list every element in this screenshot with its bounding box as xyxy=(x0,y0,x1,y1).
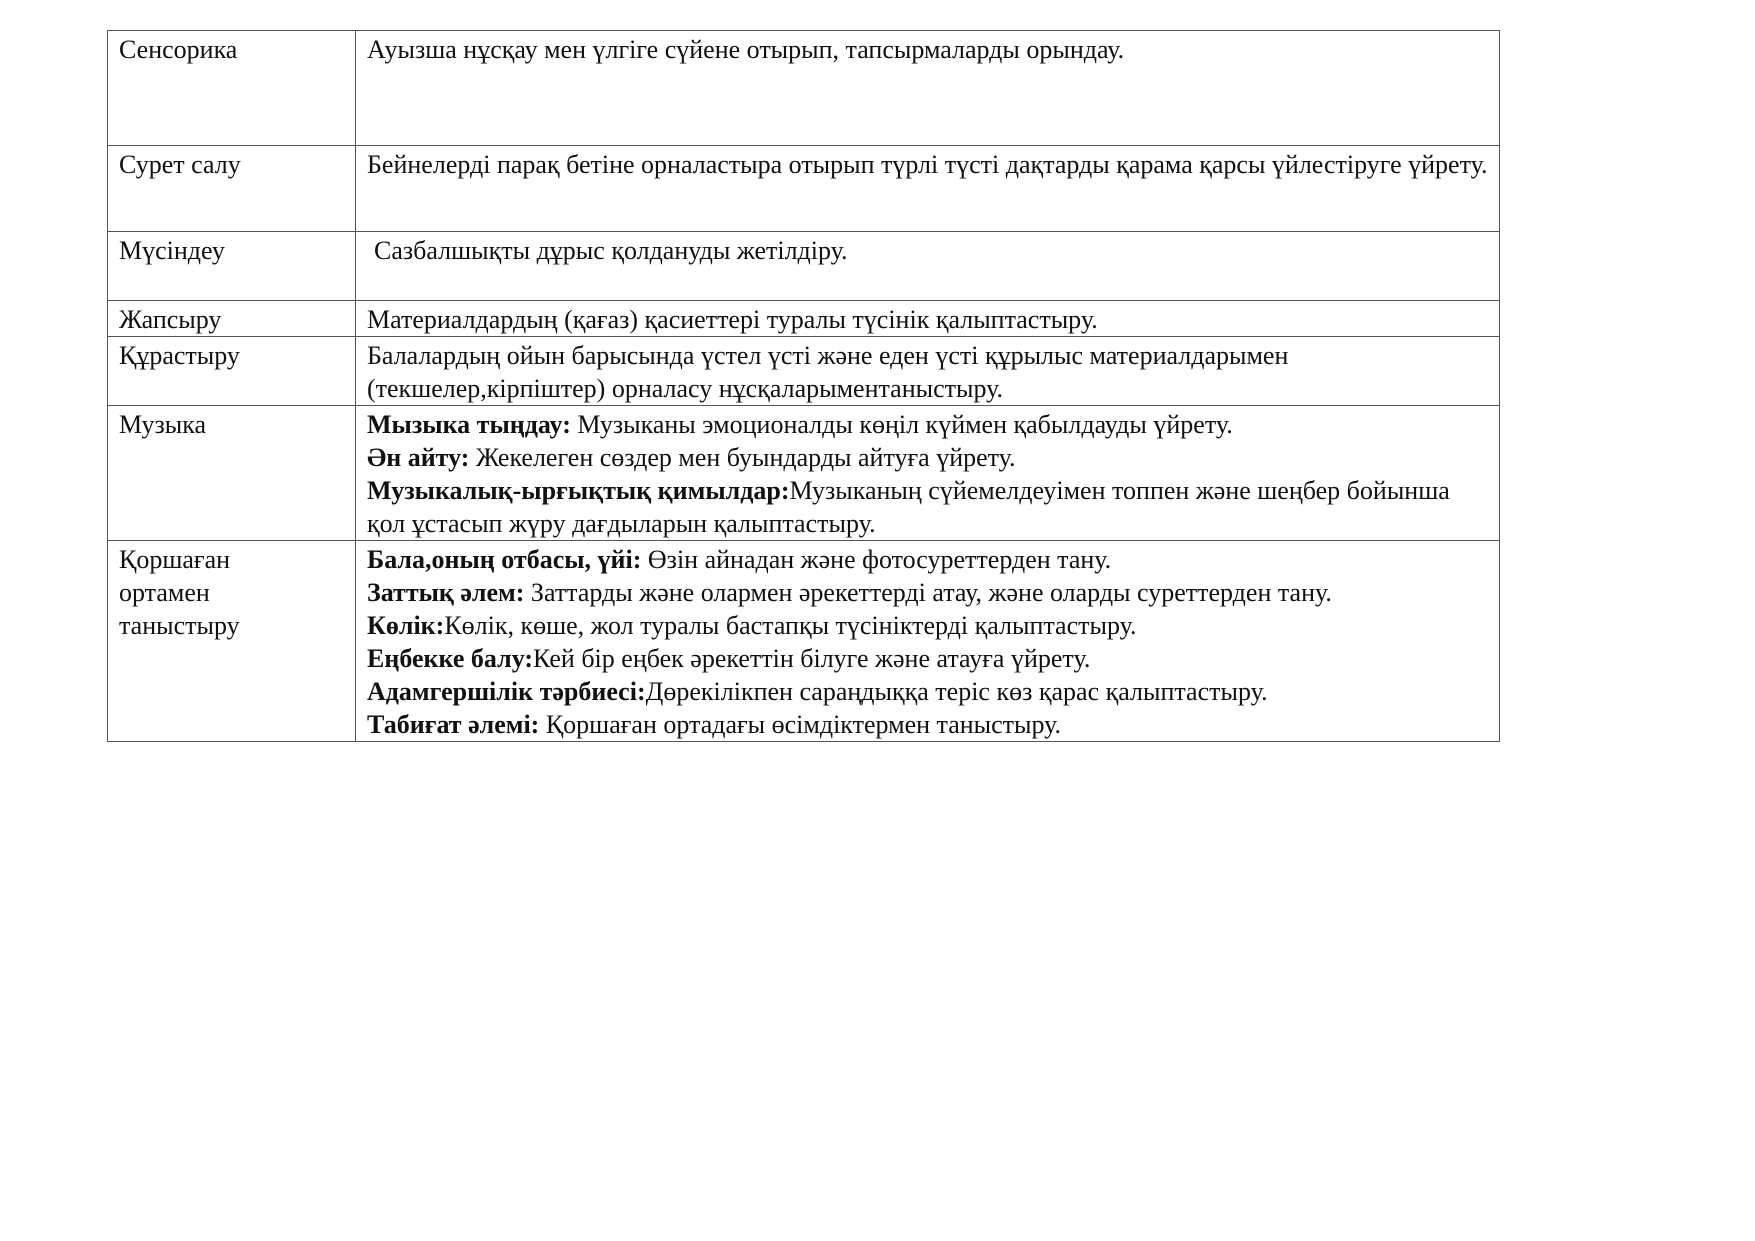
item-term: Мызыка тыңдау: xyxy=(367,410,571,439)
item-text: Музыканы эмоционалды көңіл күймен қабылдауды үйрету. xyxy=(570,410,1233,439)
subject-cell: Құрастыру xyxy=(108,337,356,406)
table-row-drawing xyxy=(108,146,1500,232)
description-cell: Бейнелерді парақ бетіне орналастыра отырып түрлі түсті дақтарды қарама қарсы үйлестіруге үйрету. xyxy=(356,146,1500,232)
subject-cell xyxy=(108,541,356,742)
music-item xyxy=(367,441,1489,474)
item-text: Өзін айнадан және фотосуреттерден тану. xyxy=(641,545,1112,574)
environment-item xyxy=(367,576,1489,609)
description-cell: Балалардың ойын барысында үстел үсті және еден үсті құрылыс материалдарымен (текшелер,кірпіштер) орналасу нұсқаларыментаныстыру. xyxy=(356,337,1500,406)
description-cell xyxy=(356,541,1500,742)
environment-item xyxy=(367,609,1489,642)
subject-cell: Жапсыру xyxy=(108,301,356,337)
item-term: Еңбекке балу: xyxy=(367,644,534,673)
subject-cell: Мүсіндеу xyxy=(108,232,356,301)
music-item xyxy=(367,408,1489,441)
description-cell xyxy=(356,406,1500,541)
curriculum-table xyxy=(107,30,1500,742)
item-term: Көлік: xyxy=(367,611,445,640)
item-text: Көлік, көше, жол туралы бастапқы түсініктерді қалыптастыру. xyxy=(444,611,1137,640)
music-item xyxy=(367,474,1489,540)
description-cell: Ауызша нұсқау мен үлгіге сүйене отырып, тапсырмаларды орындау. xyxy=(356,31,1500,146)
table-row-construction xyxy=(108,337,1500,406)
item-term: Музыкалық-ырғықтық қимылдар: xyxy=(367,476,790,505)
item-term: Ән айту: xyxy=(367,443,470,472)
item-term: Табиғат әлемі: xyxy=(367,710,540,739)
environment-item xyxy=(367,642,1489,675)
description-cell xyxy=(356,232,1500,301)
item-text: Заттарды және олармен әрекеттерді атау, және оларды суреттерден тану. xyxy=(524,578,1332,607)
table-row-applique xyxy=(108,301,1500,337)
environment-item xyxy=(367,543,1489,576)
item-text: Жекелеген сөздер мен буындарды айтуға үйрету. xyxy=(469,443,1016,472)
item-text: Кей бір еңбек әрекеттін білуге және атауға үйрету. xyxy=(533,644,1091,673)
description-cell: Материалдардың (қағаз) қасиеттері туралы түсінік қалыптастыру. xyxy=(356,301,1500,337)
item-text: Қоршаған ортадағы өсімдіктермен таныстыру. xyxy=(539,710,1062,739)
item-term: Адамгершілік тәрбиесі: xyxy=(367,677,646,706)
description-text: Сазбалшықты дұрыс қолдануды жетілдіру. xyxy=(374,236,848,265)
subject-label: Қоршаған ортамен таныстыру xyxy=(119,545,240,640)
item-text: Музыканың сүйемелдеуімен топпен және шеңбер бойынша қол ұстасып жүру дағдыларын қалыптастыру. xyxy=(367,476,1450,538)
subject-cell: Сенсорика xyxy=(108,31,356,146)
table-row-music xyxy=(108,406,1500,541)
subject-cell: Сурет салу xyxy=(108,146,356,232)
item-term: Заттық әлем: xyxy=(367,578,525,607)
item-text: Дөрекілікпен сараңдыққа теріс көз қарас қалыптастыру. xyxy=(645,677,1268,706)
table-row-environment xyxy=(108,541,1500,742)
environment-item xyxy=(367,675,1489,708)
table-row-modeling xyxy=(108,232,1500,301)
subject-cell: Музыка xyxy=(108,406,356,541)
item-term: Бала,оның отбасы, үйі: xyxy=(367,545,642,574)
environment-item xyxy=(367,708,1489,741)
table-row-sensorics xyxy=(108,31,1500,146)
